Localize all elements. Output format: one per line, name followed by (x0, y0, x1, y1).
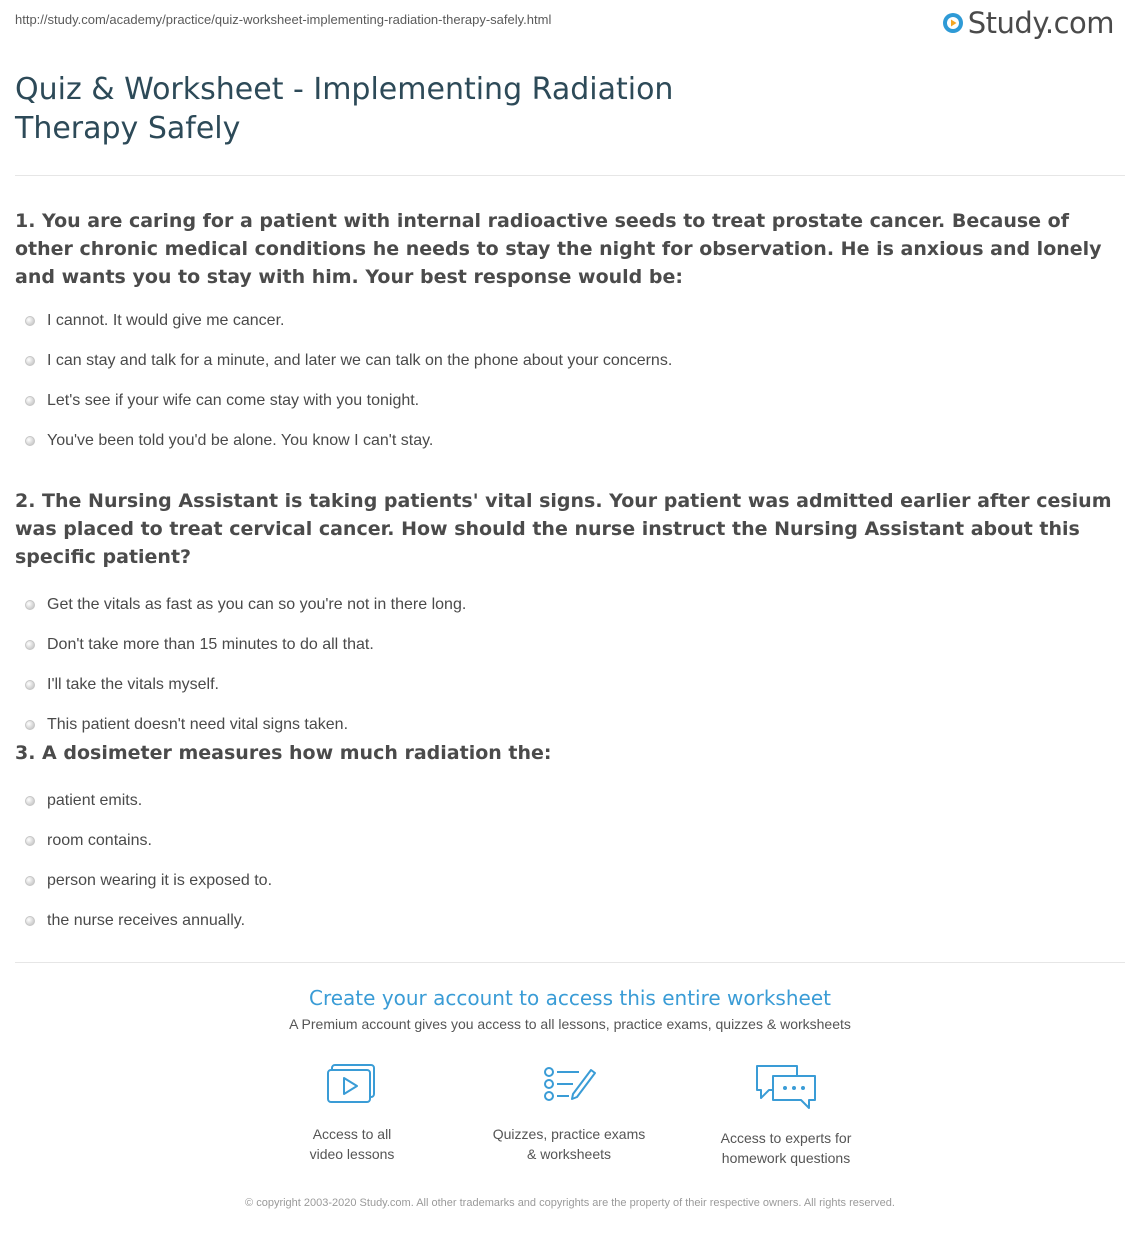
answer-label: Get the vitals as fast as you can so you're not in there long. (47, 596, 467, 613)
answer-options (15, 781, 1125, 941)
divider (15, 175, 1125, 176)
question-1 (15, 207, 1125, 461)
feature-experts (686, 1062, 886, 1168)
page-url: http://study.com/academy/practice/quiz-worksheet-implementing-radiation-therapy-safely.html (15, 12, 552, 27)
feature-label (686, 1128, 886, 1168)
brand-name: Study.com (967, 6, 1114, 40)
radio-button[interactable] (25, 916, 35, 926)
answer-label: This patient doesn't need vital signs taken. (47, 716, 349, 733)
radio-button[interactable] (25, 396, 35, 406)
question-text: 1. You are caring for a patient with internal radioactive seeds to treat prostate cancer. Because of other chronic medical conditions he needs to stay the night for observation. He is anxious and lonely and wants you to stay with him. Your best response would be: (15, 210, 1102, 288)
feature-line: & worksheets (526, 1146, 612, 1162)
radio-button[interactable] (25, 436, 35, 446)
radio-button[interactable] (25, 600, 35, 610)
answer-option[interactable] (15, 665, 1125, 705)
signup-cta (0, 985, 1140, 1032)
answer-label: the nurse receives annually. (47, 912, 246, 929)
question-2 (15, 487, 1125, 745)
answer-options (15, 585, 1125, 745)
answer-label: Don't take more than 15 minutes to do all that. (47, 636, 374, 653)
cta-subtitle: A Premium account gives you access to all lessons, practice exams, quizzes & worksheets (289, 1016, 851, 1032)
answer-label: patient emits. (47, 792, 143, 809)
feature-label (252, 1124, 452, 1164)
question-3 (15, 739, 1125, 941)
answer-label: You've been told you'd be alone. You know I can't stay. (47, 432, 434, 449)
radio-button[interactable] (25, 680, 35, 690)
feature-line: homework questions (721, 1150, 851, 1166)
video-lessons-icon (324, 1062, 380, 1108)
radio-button[interactable] (25, 356, 35, 366)
page-title: Quiz & Worksheet - Implementing Radiation Therapy Safely (15, 72, 674, 146)
divider (15, 962, 1125, 963)
answer-option[interactable] (15, 781, 1125, 821)
answer-label: Let's see if your wife can come stay with you tonight. (47, 392, 420, 409)
feature-quizzes (469, 1062, 669, 1164)
create-account-link[interactable]: Create your account to access this entire worksheet (309, 986, 831, 1010)
question-text: 3. A dosimeter measures how much radiation the: (15, 742, 552, 764)
answer-label: I'll take the vitals myself. (47, 676, 219, 693)
radio-button[interactable] (25, 316, 35, 326)
answer-option[interactable] (15, 421, 1125, 461)
copyright-footer: © copyright 2003-2020 Study.com. All other trademarks and copyrights are the property of their respective owners. All rights reserved. (245, 1197, 895, 1209)
answer-label: person wearing it is exposed to. (47, 872, 273, 889)
radio-button[interactable] (25, 836, 35, 846)
answer-option[interactable] (15, 381, 1125, 421)
answer-label: room contains. (47, 832, 152, 849)
answer-label: I can stay and talk for a minute, and later we can talk on the phone about your concerns. (47, 352, 673, 369)
answer-options (15, 301, 1125, 461)
feature-label (469, 1124, 669, 1164)
chat-bubbles-icon (753, 1062, 819, 1112)
question-text: 2. The Nursing Assistant is taking patients' vital signs. Your patient was admitted earlier after cesium was placed to treat cervical cancer. How should the nurse instruct the Nursing Assistant about this specific patient? (15, 490, 1112, 568)
feature-line: Access to experts for (720, 1130, 852, 1146)
answer-option[interactable] (15, 625, 1125, 665)
answer-option[interactable] (15, 901, 1125, 941)
radio-button[interactable] (25, 720, 35, 730)
radio-button[interactable] (25, 876, 35, 886)
feature-line: Access to all (312, 1126, 392, 1142)
play-circle-icon (942, 12, 964, 34)
answer-option[interactable] (15, 585, 1125, 625)
study-logo[interactable] (942, 6, 1114, 40)
radio-button[interactable] (25, 796, 35, 806)
radio-button[interactable] (25, 640, 35, 650)
answer-option[interactable] (15, 301, 1125, 341)
answer-option[interactable] (15, 821, 1125, 861)
feature-line: Quizzes, practice exams (492, 1126, 646, 1142)
feature-line: video lessons (309, 1146, 395, 1162)
quiz-checklist-icon (539, 1062, 599, 1108)
answer-option[interactable] (15, 861, 1125, 901)
answer-label: I cannot. It would give me cancer. (47, 312, 285, 329)
feature-video-lessons (252, 1062, 452, 1164)
answer-option[interactable] (15, 341, 1125, 381)
